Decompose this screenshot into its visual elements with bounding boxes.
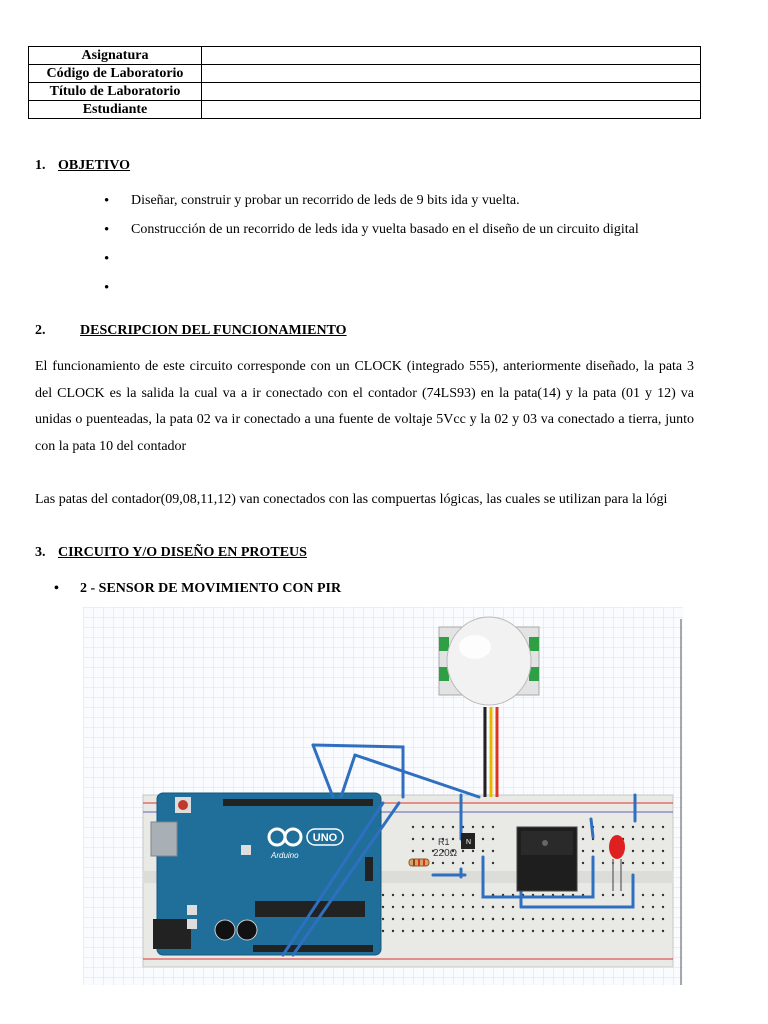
paragraph: El funcionamiento de este circuito corresponde con un CLOCK (integrado 555), anteriormente diseñado, la pata 3 del CLOCK es la salida la cual va a ir conectado con el contador (74LS93) en la pata(14) y la pata (01 y 12) va unidas o puenteadas, la pata 02 va ir conectado a una fuente de voltaje 5Vcc y la 02 y 03 va conectado a tierra, junto con la pata 10 del contador [35, 359, 694, 454]
section-number: 1. [35, 158, 46, 173]
section-number: 2. [35, 323, 46, 338]
list-item [104, 277, 639, 306]
list-item: • Construcción de un recorrido de leds ida y vuelta basado en el diseño de un circuito digital [104, 219, 639, 248]
section-number: 3. [35, 545, 46, 560]
section-title: CIRCUITO Y/O DISEÑO EN PROTEUS [58, 545, 307, 560]
digital-header [223, 799, 373, 806]
table-value-cell[interactable] [202, 65, 701, 83]
svg-text:N: N [466, 839, 472, 846]
header-table [28, 46, 701, 119]
arduino-brand-label: UNO [312, 832, 338, 844]
power-jack [153, 919, 191, 949]
section-title: OBJETIVO [58, 158, 131, 173]
arduino-text: Arduino [271, 851, 299, 860]
table-row [29, 83, 701, 101]
table-label-cell: Estudiante [29, 101, 202, 119]
section-title: DESCRIPCION DEL FUNCIONAMIENTO [80, 323, 347, 338]
section-heading-descripcion [35, 323, 347, 339]
section-heading-circuito [35, 545, 307, 561]
reset-button [178, 800, 188, 810]
table-label-cell: Título de Laboratorio [29, 83, 202, 101]
usb-port [151, 822, 177, 856]
table-value-cell[interactable] [202, 83, 701, 101]
table-value-cell[interactable] [202, 101, 701, 119]
paragraph: Las patas del contador(09,08,11,12) van conectados con las compuertas lógicas, las cuales se utilizan para la lógi [35, 492, 668, 507]
table-value-cell[interactable] [202, 47, 701, 65]
arduino-board [151, 793, 381, 955]
table-row [29, 101, 701, 119]
analog-header [253, 945, 373, 952]
sub-bullet [54, 581, 341, 597]
section-heading-objetivo [35, 158, 130, 174]
list-item [104, 248, 639, 277]
table-label-cell: Asignatura [29, 47, 202, 65]
sub-bullet-label: 2 - SENSOR DE MOVIMIENTO CON PIR [80, 581, 342, 596]
table-row [29, 47, 701, 65]
circuit-diagram [83, 607, 683, 985]
table-label-cell: Código de Laboratorio [29, 65, 202, 83]
resistor-value-label: 220Ω [433, 848, 458, 859]
table-row [29, 65, 701, 83]
list-item: • Diseñar, construir y probar un recorrido de leds de 9 bits ida y vuelta. [104, 190, 639, 219]
objective-list [104, 190, 639, 306]
transistor [461, 833, 475, 849]
resistor-ref-label: R1 [438, 837, 450, 847]
relay [517, 827, 577, 891]
bullet-icon: • [54, 581, 59, 596]
